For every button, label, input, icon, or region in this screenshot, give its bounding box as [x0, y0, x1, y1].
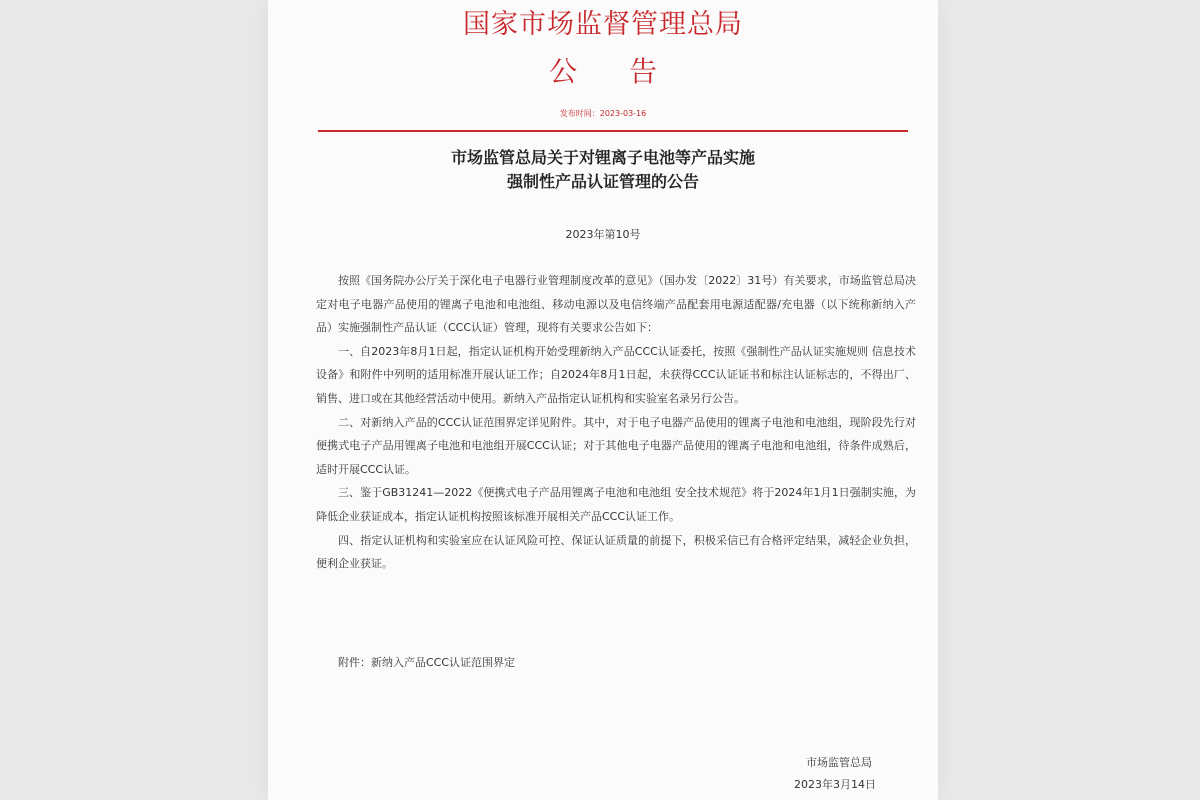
signature-date: 2023年3月14日	[794, 778, 876, 791]
body-paragraph-intro: 按照《国务院办公厅关于深化电子电器行业管理制度改革的意见》（国办发〔2022〕31号）有关要求，市场监管总局决定对电子电器产品使用的锂离子电池和电池组、移动电源以及电信终端产品配套用电源适配器/充电器（以下统称新纳入产品）实施强制性产品认证（CCC认证）管理，现将有关要求公告如下：	[316, 274, 916, 335]
announcement-body	[316, 269, 916, 576]
document-page	[268, 0, 938, 800]
announcement-title-line-1: 市场监管总局关于对锂离子电池等产品实施	[450, 148, 755, 167]
body-paragraph-3: 三、鉴于GB31241—2022《便携式电子产品用锂离子电池和电池组 安全技术规范》将于2024年1月1日强制实施，为降低企业获证成本，指定认证机构按照该标准开展相关产品CCC认证工作。	[316, 486, 916, 523]
announcement-title	[268, 146, 938, 194]
attachment-link[interactable]: 附件：新纳入产品CCC认证范围界定	[338, 656, 516, 669]
header-divider	[318, 130, 908, 132]
agency-name: 国家市场监督管理总局	[463, 9, 743, 40]
body-paragraph-4: 四、指定认证机构和实验室应在认证风险可控、保证认证质量的前提下，积极采信已有合格评定结果，减轻企业负担，便利企业获证。	[316, 533, 916, 571]
document-number: 2023年第10号	[565, 228, 641, 241]
publish-time: 发布时间：2023-03-16	[559, 109, 647, 118]
document-type-heading: 公告	[548, 55, 709, 88]
body-paragraph-1: 一、自2023年8月1日起，指定认证机构开始受理新纳入产品CCC认证委托，按照《强制性产品认证实施规则 信息技术设备》和附件中列明的适用标准开展认证工作；自2024年8月1日起，未获得CCC认证证书和标注认证标志的，不得出厂、销售、进口或在其他经营活动中使用。新纳入产品指定认证机构和实验室名录另行公告。	[316, 344, 916, 405]
announcement-title-line-2: 强制性产品认证管理的公告	[506, 172, 699, 191]
issuer-signature: 市场监管总局	[806, 756, 872, 769]
body-paragraph-2: 二、对新纳入产品的CCC认证范围界定详见附件。其中，对于电子电器产品使用的锂离子电池和电池组，现阶段先行对便携式电子产品用锂离子电池和电池组开展CCC认证；对于其他电子电器产品使用的锂离子电池和电池组，待条件成熟后，适时开展CCC认证。	[316, 415, 916, 476]
